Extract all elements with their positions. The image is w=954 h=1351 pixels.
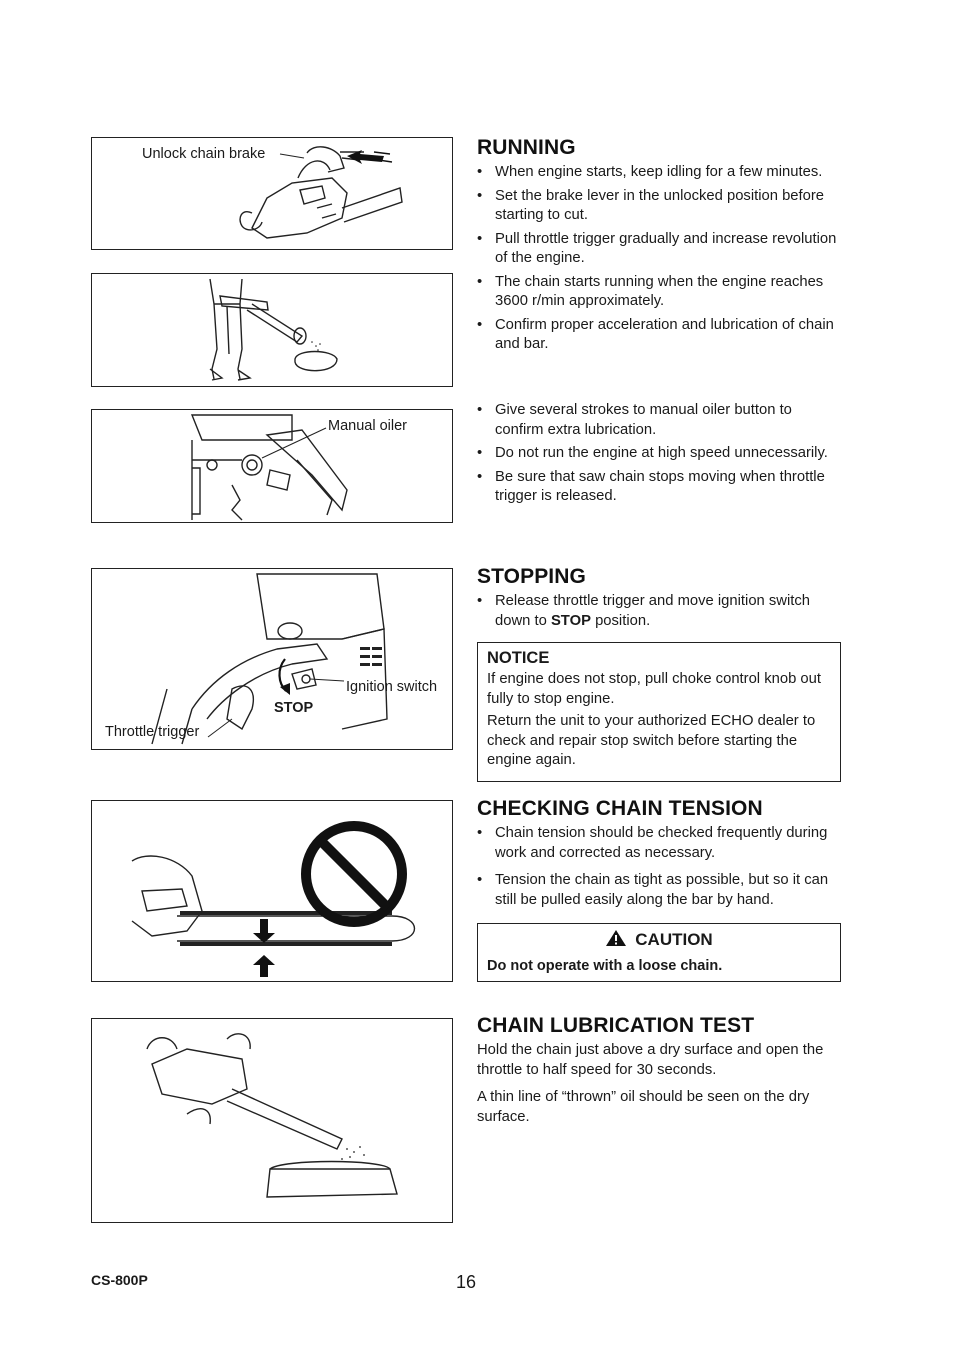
list-item: • When engine starts, keep idling for a few minutes.	[477, 163, 841, 183]
bullet-icon: •	[477, 273, 483, 290]
bullet-icon: •	[477, 187, 483, 204]
operator-illustration	[92, 274, 453, 387]
stopping-section	[477, 565, 841, 635]
bullet-icon: •	[477, 468, 483, 485]
stopping-heading: STOPPING	[477, 565, 586, 588]
bullet-icon: •	[477, 593, 483, 609]
figure-stop-switch	[91, 568, 453, 750]
bullet-icon: •	[477, 316, 483, 333]
list-item: • Give several strokes to manual oiler button to confirm extra lubrication.	[477, 402, 792, 438]
stop-label: STOP	[274, 700, 314, 716]
running-list	[477, 163, 841, 355]
list-item: • Be sure that saw chain stops moving when throttle trigger is released.	[477, 468, 825, 504]
bullet-icon: •	[477, 445, 483, 461]
list-item: • The chain starts running when the engine reaches 3600 r/min approximately.	[477, 273, 824, 309]
notice-title: NOTICE	[487, 649, 550, 667]
caution-text: Do not operate with a loose chain.	[487, 958, 723, 974]
chain-tension-list	[477, 824, 841, 910]
stopping-list	[477, 592, 841, 631]
caution-title: CAUTION	[635, 930, 713, 949]
unlock-chain-brake-label: Unlock chain brake	[142, 146, 266, 162]
page-number: 16	[456, 1272, 477, 1292]
chain-tension-section	[477, 797, 841, 914]
bullet-icon: •	[477, 872, 483, 888]
list-item: • Pull throttle trigger gradually and increase revolution of the engine.	[477, 230, 837, 266]
chain-tension-heading: CHECKING CHAIN TENSION	[477, 797, 763, 820]
list-item: • Release throttle trigger and move ignition switch down to STOP position.	[477, 593, 811, 629]
figure-operator-running	[91, 273, 453, 387]
lubrication-heading: CHAIN LUBRICATION TEST	[477, 1014, 755, 1037]
lubrication-test-illustration	[92, 1019, 453, 1223]
running-section	[477, 136, 841, 359]
caution-header	[487, 929, 831, 951]
list-item: • Set the brake lever in the unlocked position before starting to cut.	[477, 187, 825, 223]
leader-line	[92, 138, 453, 250]
figure-unlock-chain-brake	[91, 137, 453, 250]
list-item: • Tension the chain as tight as possible, but so it can still be pulled easily along the bar by hand.	[477, 872, 829, 908]
chain-tension-illustration	[92, 801, 453, 982]
running-list-2	[477, 401, 841, 507]
ignition-switch-label: Ignition switch	[346, 679, 438, 695]
lubrication-section	[477, 1014, 841, 1127]
list-item: • Confirm proper acceleration and lubrication of chain and bar.	[477, 316, 834, 352]
bullet-icon: •	[477, 825, 483, 841]
manual-oiler-label: Manual oiler	[328, 418, 407, 434]
caution-box	[477, 923, 841, 982]
figure-manual-oiler	[91, 409, 453, 523]
list-item: • Do not run the engine at high speed unnecessarily.	[477, 444, 841, 464]
bullet-icon: •	[477, 402, 483, 418]
lubrication-text-2: A thin line of “thrown” oil should be seen on the dry surface.	[477, 1089, 810, 1125]
lubrication-text-1: Hold the chain just above a dry surface and open the throttle to half speed for 30 seconds.	[477, 1042, 824, 1078]
running-oiler-section	[477, 401, 841, 511]
model-number: CS-800P	[91, 1272, 148, 1288]
notice-text-1: If engine does not stop, pull choke control knob out fully to stop engine.	[487, 671, 821, 707]
stop-switch-illustration	[92, 569, 453, 750]
notice-text-2: Return the unit to your authorized ECHO dealer to check and repair stop switch before starting the engine again.	[487, 713, 816, 768]
figure-lubrication-test	[91, 1018, 453, 1223]
notice-box	[477, 642, 841, 782]
bullet-icon: •	[477, 164, 483, 180]
list-item: • Chain tension should be checked frequently during work and corrected as necessary.	[477, 825, 828, 861]
leader-line	[92, 410, 453, 523]
throttle-trigger-label: Throttle trigger	[105, 724, 200, 740]
figure-chain-tension	[91, 800, 453, 982]
running-heading: RUNNING	[477, 136, 576, 159]
warning-triangle-icon	[605, 929, 627, 947]
bullet-icon: •	[477, 230, 483, 247]
